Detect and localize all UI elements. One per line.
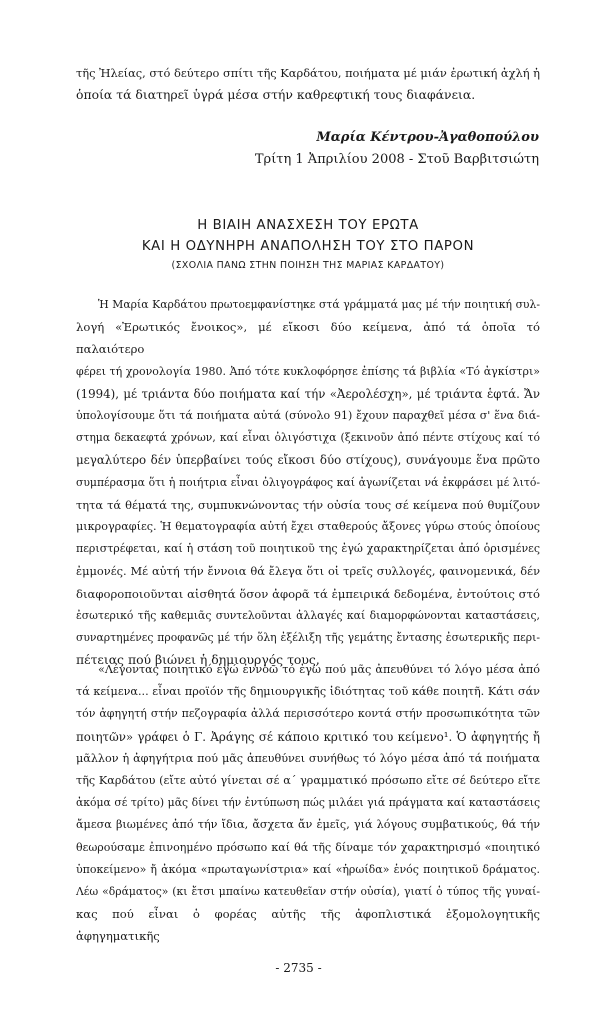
page-number: - 2735 -: [275, 961, 322, 975]
text-line: στημα δεκαεφτά χρόνων, καί εἶναι ὀλιγόστιχα (ξεκινοῦν ἀπό πέντε στίχους καί τό: [76, 431, 540, 445]
body-paragraph-1: [76, 294, 540, 671]
text-line: ὁποία τά διατηρεῖ ὑγρά μέσα στήν καθρεφτική τους διαφάνεια.: [76, 87, 476, 103]
text-line: ἄμεσα βιωμένες ἀπό τήν ἴδια, ἄσχετα ἄν ἐμεῖς, γιά λόγους συμβατικούς, θά τήν: [76, 818, 540, 832]
text-line: ποιητῶν» γράφει ὁ Γ. Ἀράγης σέ κάποιο κριτικό του κείμενο¹. Ὁ ἀφηγητής ἤ: [76, 729, 540, 744]
text-line: φέρει τή χρονολογία 1980. Ἀπό τότε κυκλοφόρησε ἐπίσης τά βιβλία «Τό ἀγκίστρι»: [76, 364, 540, 378]
text-line: ὑπολογίσουμε ὅτι τά ποιήματα αὐτά (σύνολο 91) ἔχουν παραχθεῖ μέσα σ' ἕνα διά-: [76, 409, 540, 423]
text-line: Ἡ Μαρία Καρδάτου πρωτοεμφανίστηκε στά γράμματά μας μέ τήν ποιητική συλ-: [98, 298, 540, 311]
text-line: Λέω «δράματος» (κι ἔτσι μπαίνω κατευθεῖαν στήν οὐσία), γιατί ὁ τύπος τῆς γυναί-: [76, 885, 540, 899]
text-line: διαφοροποιοῦνται αἰσθητά ὅσον ἀφορᾶ τά ἐμπειρικά δεδομένα, ἐντούτοις στό: [76, 586, 540, 601]
text-line: ὑποκείμενο» ἤ ἀκόμα «πρωταγωνίστρια» καί «ἡρωίδα» ἑνός ποιητικοῦ δράματος.: [76, 862, 540, 876]
text-line: «Λέγοντας ποιητικό ἐγώ ἐννοῶ τό ἐγώ πού μᾶς ἀπευθύνει τό λόγο μέσα ἀπό: [98, 663, 540, 676]
intro-paragraph: [76, 62, 540, 106]
article-title-line-2: ΚΑΙ Η ΟΔΥΝΗΡΗ ΑΝΑΠΟΛΗΣΗ ΤΟΥ ΣΤΟ ΠΑΡΟΝ: [141, 239, 475, 254]
text-line: τόν ἀφηγητή στήν πεζογραφία ἀλλά περισσότερο κοντά στήν προσωπικότητα τῶν: [76, 707, 540, 721]
text-line: μᾶλλον ἡ ἀφηγήτρια πού μᾶς ἀπευθύνει συνήθως τό λόγο μέσα ἀπό τά ποιήματα: [76, 751, 540, 765]
text-line: θεωρούσαμε ἐπινοημένο πρόσωπο καί θά τῆς δίναμε τόν χαρακτηρισμό «ποιητικό: [76, 840, 540, 854]
text-line: ἀκόμα σέ τρίτο) μᾶς δίνει τήν ἐντύπωση πώς μιλάει γιά πράγματα καί καταστάσεις: [76, 796, 540, 810]
signature-date-place: Τρίτη 1 Ἀπριλίου 2008 - Στοῦ Βαρβιτσιώτη: [254, 152, 539, 167]
text-line: συμπέρασμα ὅτι ἡ ποιήτρια εἶναι ὀλιγογράφος καί ἀγωνίζεται νά ἐκφράσει μέ λιτό-: [76, 475, 540, 489]
text-line: μικρογραφίες. Ἡ θεματογραφία αὐτή ἔχει σταθερούς ἄξονες γύρω στούς ὁποίους: [76, 520, 540, 534]
text-line: πέτειας πού βιώνει ἡ δημιουργός τους.: [76, 652, 320, 668]
article-heading: [76, 215, 540, 275]
text-line: μεγαλύτερο δέν ὑπερβαίνει τούς εἴκοσι δύο στίχους), συνάγουμε ἕνα πρῶτο: [76, 453, 540, 468]
text-line: ἐμμονές. Μέ αὐτή τήν ἔννοια θά ἔλεγα ὅτι οἱ τρεῖς συλλογές, φαινομενικά, δέν: [76, 564, 540, 579]
body-paragraph-2: [76, 659, 540, 948]
text-line: (1994), μέ τριάντα δύο ποιήματα καί τήν «Ἀερολέσχη», μέ τριάντα ἑφτά. Ἄν: [76, 386, 540, 401]
article-subtitle: (ΣΧΟΛΙΑ ΠΑΝΩ ΣΤΗΝ ΠΟΙΗΣΗ ΤΗΣ ΜΑΡΙΑΣ ΚΑΡΔΑΤΟΥ): [171, 260, 445, 271]
text-line: λογή «Ἐρωτικός ἔνοικος», μέ εἴκοσι δύο κείμενα, ἀπό τά ὁποῖα τό παλαιότερο: [76, 320, 540, 357]
author-name: Μαρία Κέντρου-Ἀγαθοπούλου: [316, 130, 539, 145]
signature-block: [255, 127, 539, 171]
text-line: περιστρέφεται, καί ἡ στάση τοῦ ποιητικοῦ της ἐγώ χαρακτηρίζεται ἀπό ὁρισμένες: [76, 542, 540, 556]
text-line: τῆς Ἠλείας, στό δεύτερο σπίτι τῆς Καρδάτου, ποιήματα μέ μιάν ἐρωτική ἀχλή ἡ: [76, 66, 540, 80]
article-title-line-1: Η ΒΙΑΙΗ ΑΝΑΣΧΕΣΗ ΤΟΥ ΕΡΩΤΑ: [197, 218, 419, 233]
text-line: κας πού εἶναι ὁ φορέας αὐτῆς τῆς ἀφοπλιστικά ἐξομολογητικῆς ἀφηγηματικῆς: [76, 907, 540, 944]
text-line: ἐσωτερικό τῆς καθεμιᾶς συντελοῦνται ἀλλαγές καί διαμορφώνονται καταστάσεις,: [76, 608, 540, 622]
text-line: τά κείμενα... εἶναι προϊόν τῆς δημιουργικῆς ἰδιότητας τοῦ κάθε ποιητῆ. Κάτι σάν: [76, 685, 540, 699]
text-line: συναρτημένες προφανῶς μέ τήν ὅλη ἐξέλιξη τῆς γεμάτης ἔντασης ἐσωτερικῆς περι-: [76, 631, 540, 645]
text-line: τητα τά θέματά της, συμπυκνώνοντας τήν οὐσία τους σέ κείμενα πού θυμίζουν: [76, 497, 540, 512]
text-line: τῆς Καρδάτου (εἴτε αὐτό γίνεται σέ α´ γραμματικό πρόσωπο εἴτε σέ δεύτερο εἴτε: [76, 774, 540, 788]
